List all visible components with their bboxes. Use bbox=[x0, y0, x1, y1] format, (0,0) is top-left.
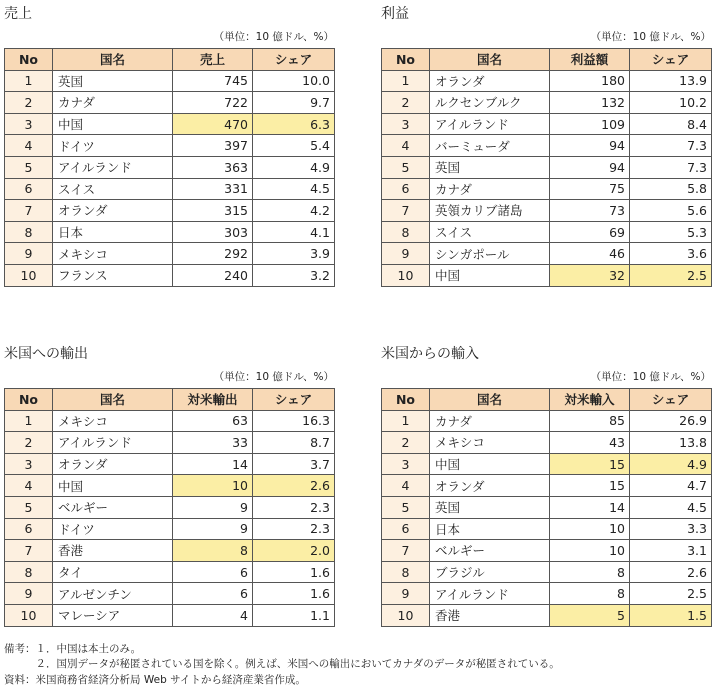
share-cell: 3.6 bbox=[630, 243, 712, 265]
share-cell: 8.7 bbox=[253, 432, 335, 454]
no-cell: 7 bbox=[5, 200, 53, 222]
no-cell: 1 bbox=[382, 70, 430, 92]
country-cell: ルクセンブルク bbox=[430, 92, 550, 114]
value-cell: 363 bbox=[173, 156, 253, 178]
value-cell: 85 bbox=[550, 410, 630, 432]
share-cell: 3.3 bbox=[630, 518, 712, 540]
table-row bbox=[382, 583, 712, 605]
panel-imports-from-us bbox=[381, 346, 711, 627]
no-cell: 4 bbox=[5, 135, 53, 157]
country-cell: ブラジル bbox=[430, 561, 550, 583]
share-cell: 13.9 bbox=[630, 70, 712, 92]
country-cell: メキシコ bbox=[53, 243, 173, 265]
no-cell: 8 bbox=[5, 561, 53, 583]
share-cell: 16.3 bbox=[253, 410, 335, 432]
country-cell: ドイツ bbox=[53, 135, 173, 157]
country-cell: 英国 bbox=[53, 70, 173, 92]
share-cell: 2.6 bbox=[630, 561, 712, 583]
value-cell: 10 bbox=[550, 518, 630, 540]
share-cell: 4.9 bbox=[630, 453, 712, 475]
column-header: 国名 bbox=[430, 389, 550, 411]
value-cell: 63 bbox=[173, 410, 253, 432]
column-header: シェア bbox=[253, 389, 335, 411]
share-cell: 4.9 bbox=[253, 156, 335, 178]
no-cell: 2 bbox=[5, 92, 53, 114]
country-cell: 中国 bbox=[53, 113, 173, 135]
value-cell: 315 bbox=[173, 200, 253, 222]
no-cell: 8 bbox=[382, 221, 430, 243]
no-cell: 4 bbox=[382, 475, 430, 497]
header-row bbox=[382, 49, 712, 71]
share-cell: 4.7 bbox=[630, 475, 712, 497]
country-cell: マレーシア bbox=[53, 604, 173, 626]
table-row bbox=[382, 221, 712, 243]
value-cell: 109 bbox=[550, 113, 630, 135]
country-cell: アイルランド bbox=[430, 113, 550, 135]
country-cell: スイス bbox=[53, 178, 173, 200]
country-cell: アイルランド bbox=[430, 583, 550, 605]
no-cell: 9 bbox=[5, 583, 53, 605]
imports-table bbox=[381, 388, 712, 627]
country-cell: アルゼンチン bbox=[53, 583, 173, 605]
share-cell: 26.9 bbox=[630, 410, 712, 432]
column-header: シェア bbox=[253, 49, 335, 71]
value-cell: 292 bbox=[173, 243, 253, 265]
no-cell: 9 bbox=[5, 243, 53, 265]
panel-sales bbox=[4, 6, 334, 287]
panel-title: 米国への輸出 bbox=[4, 346, 88, 362]
share-cell: 5.6 bbox=[630, 200, 712, 222]
no-cell: 8 bbox=[5, 221, 53, 243]
value-cell: 9 bbox=[173, 496, 253, 518]
value-cell: 5 bbox=[550, 604, 630, 626]
table-row bbox=[5, 453, 335, 475]
table-row bbox=[382, 113, 712, 135]
value-cell: 132 bbox=[550, 92, 630, 114]
footnotes bbox=[4, 642, 560, 688]
value-cell: 8 bbox=[550, 583, 630, 605]
panel-title: 売上 bbox=[4, 6, 32, 22]
table-row bbox=[382, 496, 712, 518]
country-cell: ドイツ bbox=[53, 518, 173, 540]
table-row bbox=[382, 453, 712, 475]
value-cell: 14 bbox=[550, 496, 630, 518]
country-cell: オランダ bbox=[430, 475, 550, 497]
value-cell: 9 bbox=[173, 518, 253, 540]
table-row bbox=[382, 178, 712, 200]
share-cell: 2.0 bbox=[253, 540, 335, 562]
column-header: 売上 bbox=[173, 49, 253, 71]
country-cell: 香港 bbox=[53, 540, 173, 562]
share-cell: 2.5 bbox=[630, 264, 712, 286]
no-cell: 6 bbox=[5, 178, 53, 200]
panel-exports-to-us bbox=[4, 346, 334, 627]
table-row bbox=[5, 243, 335, 265]
sales-table bbox=[4, 48, 335, 287]
value-cell: 8 bbox=[173, 540, 253, 562]
share-cell: 3.1 bbox=[630, 540, 712, 562]
table-row bbox=[382, 518, 712, 540]
country-cell: 中国 bbox=[430, 453, 550, 475]
column-header: 利益額 bbox=[550, 49, 630, 71]
table-row bbox=[382, 540, 712, 562]
country-cell: 香港 bbox=[430, 604, 550, 626]
no-cell: 7 bbox=[382, 200, 430, 222]
value-cell: 4 bbox=[173, 604, 253, 626]
no-cell: 4 bbox=[5, 475, 53, 497]
country-cell: 日本 bbox=[53, 221, 173, 243]
no-cell: 1 bbox=[5, 410, 53, 432]
column-header: 国名 bbox=[53, 389, 173, 411]
value-cell: 46 bbox=[550, 243, 630, 265]
value-cell: 745 bbox=[173, 70, 253, 92]
value-cell: 180 bbox=[550, 70, 630, 92]
country-cell: 英国 bbox=[430, 496, 550, 518]
share-cell: 1.6 bbox=[253, 561, 335, 583]
share-cell: 13.8 bbox=[630, 432, 712, 454]
no-cell: 10 bbox=[5, 604, 53, 626]
no-cell: 5 bbox=[5, 156, 53, 178]
value-cell: 15 bbox=[550, 475, 630, 497]
profit-table bbox=[381, 48, 712, 287]
value-cell: 722 bbox=[173, 92, 253, 114]
value-cell: 32 bbox=[550, 264, 630, 286]
country-cell: 英国 bbox=[430, 156, 550, 178]
unit-label: （単位：10 億ドル、%） bbox=[590, 31, 711, 43]
share-cell: 1.5 bbox=[630, 604, 712, 626]
share-cell: 9.7 bbox=[253, 92, 335, 114]
table-row bbox=[382, 561, 712, 583]
no-cell: 2 bbox=[382, 92, 430, 114]
share-cell: 3.9 bbox=[253, 243, 335, 265]
share-cell: 2.5 bbox=[630, 583, 712, 605]
share-cell: 5.8 bbox=[630, 178, 712, 200]
no-cell: 9 bbox=[382, 243, 430, 265]
share-cell: 10.2 bbox=[630, 92, 712, 114]
column-header: 国名 bbox=[430, 49, 550, 71]
share-cell: 8.4 bbox=[630, 113, 712, 135]
table-row bbox=[382, 475, 712, 497]
share-cell: 2.6 bbox=[253, 475, 335, 497]
value-cell: 397 bbox=[173, 135, 253, 157]
column-header: シェア bbox=[630, 49, 712, 71]
country-cell: フランス bbox=[53, 264, 173, 286]
no-cell: 6 bbox=[382, 178, 430, 200]
table-row bbox=[5, 92, 335, 114]
column-header: No bbox=[382, 49, 430, 71]
unit-label: （単位：10 億ドル、%） bbox=[213, 31, 334, 43]
country-cell: ベルギー bbox=[430, 540, 550, 562]
panel-title: 米国からの輸入 bbox=[381, 346, 479, 362]
table-row bbox=[382, 156, 712, 178]
share-cell: 4.5 bbox=[630, 496, 712, 518]
country-cell: 中国 bbox=[53, 475, 173, 497]
value-cell: 73 bbox=[550, 200, 630, 222]
no-cell: 5 bbox=[382, 156, 430, 178]
share-cell: 1.1 bbox=[253, 604, 335, 626]
no-cell: 6 bbox=[382, 518, 430, 540]
value-cell: 8 bbox=[550, 561, 630, 583]
column-header: 国名 bbox=[53, 49, 173, 71]
header-row bbox=[5, 49, 335, 71]
country-cell: カナダ bbox=[53, 92, 173, 114]
table-row bbox=[5, 264, 335, 286]
country-cell: シンガポール bbox=[430, 243, 550, 265]
country-cell: アイルランド bbox=[53, 432, 173, 454]
country-cell: オランダ bbox=[53, 200, 173, 222]
table-row bbox=[5, 432, 335, 454]
no-cell: 4 bbox=[382, 135, 430, 157]
no-cell: 8 bbox=[382, 561, 430, 583]
share-cell: 10.0 bbox=[253, 70, 335, 92]
unit-label: （単位：10 億ドル、%） bbox=[590, 371, 711, 383]
column-header: 対米輸入 bbox=[550, 389, 630, 411]
no-cell: 1 bbox=[5, 70, 53, 92]
column-header: 対米輸出 bbox=[173, 389, 253, 411]
share-cell: 2.3 bbox=[253, 518, 335, 540]
value-cell: 331 bbox=[173, 178, 253, 200]
no-cell: 10 bbox=[5, 264, 53, 286]
table-row bbox=[382, 135, 712, 157]
value-cell: 75 bbox=[550, 178, 630, 200]
country-cell: バーミューダ bbox=[430, 135, 550, 157]
share-cell: 3.2 bbox=[253, 264, 335, 286]
value-cell: 470 bbox=[173, 113, 253, 135]
country-cell: タイ bbox=[53, 561, 173, 583]
country-cell: スイス bbox=[430, 221, 550, 243]
value-cell: 94 bbox=[550, 135, 630, 157]
table-row bbox=[5, 221, 335, 243]
column-header: No bbox=[5, 49, 53, 71]
value-cell: 94 bbox=[550, 156, 630, 178]
country-cell: 日本 bbox=[430, 518, 550, 540]
country-cell: オランダ bbox=[430, 70, 550, 92]
share-cell: 5.3 bbox=[630, 221, 712, 243]
panel-profit bbox=[381, 6, 711, 287]
source-note: 資料：米国商務省経済分析局 Web サイトから経済産業省作成。 bbox=[4, 673, 306, 686]
unit-label: （単位：10 億ドル、%） bbox=[213, 371, 334, 383]
country-cell: ベルギー bbox=[53, 496, 173, 518]
value-cell: 10 bbox=[550, 540, 630, 562]
table-row bbox=[382, 92, 712, 114]
share-cell: 4.2 bbox=[253, 200, 335, 222]
header-row bbox=[5, 389, 335, 411]
table-row bbox=[5, 583, 335, 605]
value-cell: 303 bbox=[173, 221, 253, 243]
table-row bbox=[382, 264, 712, 286]
table-row bbox=[5, 410, 335, 432]
table-row bbox=[382, 70, 712, 92]
value-cell: 15 bbox=[550, 453, 630, 475]
table-row bbox=[5, 496, 335, 518]
table-row bbox=[5, 540, 335, 562]
share-cell: 6.3 bbox=[253, 113, 335, 135]
no-cell: 10 bbox=[382, 264, 430, 286]
country-cell: 英領カリブ諸島 bbox=[430, 200, 550, 222]
table-row bbox=[5, 518, 335, 540]
footnote-1: 備考：１．中国は本土のみ。 bbox=[4, 643, 142, 655]
table-row bbox=[382, 604, 712, 626]
share-cell: 4.1 bbox=[253, 221, 335, 243]
no-cell: 7 bbox=[382, 540, 430, 562]
share-cell: 1.6 bbox=[253, 583, 335, 605]
no-cell: 3 bbox=[5, 453, 53, 475]
no-cell: 1 bbox=[382, 410, 430, 432]
table-row bbox=[5, 604, 335, 626]
share-cell: 4.5 bbox=[253, 178, 335, 200]
no-cell: 3 bbox=[382, 453, 430, 475]
table-row bbox=[5, 475, 335, 497]
table-row bbox=[5, 70, 335, 92]
column-header: No bbox=[382, 389, 430, 411]
country-cell: メキシコ bbox=[53, 410, 173, 432]
value-cell: 69 bbox=[550, 221, 630, 243]
column-header: No bbox=[5, 389, 53, 411]
share-cell: 5.4 bbox=[253, 135, 335, 157]
table-row bbox=[382, 432, 712, 454]
no-cell: 2 bbox=[5, 432, 53, 454]
no-cell: 2 bbox=[382, 432, 430, 454]
table-row bbox=[5, 200, 335, 222]
table-row bbox=[5, 178, 335, 200]
panel-title: 利益 bbox=[381, 6, 409, 22]
column-header: シェア bbox=[630, 389, 712, 411]
value-cell: 10 bbox=[173, 475, 253, 497]
table-row bbox=[382, 410, 712, 432]
exports-table bbox=[4, 388, 335, 627]
no-cell: 5 bbox=[382, 496, 430, 518]
table-row bbox=[5, 113, 335, 135]
country-cell: アイルランド bbox=[53, 156, 173, 178]
share-cell: 7.3 bbox=[630, 135, 712, 157]
country-cell: カナダ bbox=[430, 410, 550, 432]
table-row bbox=[5, 135, 335, 157]
value-cell: 240 bbox=[173, 264, 253, 286]
no-cell: 9 bbox=[382, 583, 430, 605]
value-cell: 33 bbox=[173, 432, 253, 454]
table-row bbox=[5, 156, 335, 178]
share-cell: 3.7 bbox=[253, 453, 335, 475]
value-cell: 43 bbox=[550, 432, 630, 454]
footnote-2: ２．国別データが秘匿されている国を除く。例えば、米国への輸出においてカナダのデータが秘匿されている。 bbox=[4, 658, 560, 671]
no-cell: 3 bbox=[382, 113, 430, 135]
table-row bbox=[382, 200, 712, 222]
no-cell: 3 bbox=[5, 113, 53, 135]
country-cell: オランダ bbox=[53, 453, 173, 475]
no-cell: 6 bbox=[5, 518, 53, 540]
table-row bbox=[5, 561, 335, 583]
share-cell: 7.3 bbox=[630, 156, 712, 178]
no-cell: 5 bbox=[5, 496, 53, 518]
value-cell: 6 bbox=[173, 583, 253, 605]
value-cell: 6 bbox=[173, 561, 253, 583]
country-cell: 中国 bbox=[430, 264, 550, 286]
header-row bbox=[382, 389, 712, 411]
country-cell: カナダ bbox=[430, 178, 550, 200]
no-cell: 7 bbox=[5, 540, 53, 562]
country-cell: メキシコ bbox=[430, 432, 550, 454]
table-row bbox=[382, 243, 712, 265]
no-cell: 10 bbox=[382, 604, 430, 626]
value-cell: 14 bbox=[173, 453, 253, 475]
share-cell: 2.3 bbox=[253, 496, 335, 518]
